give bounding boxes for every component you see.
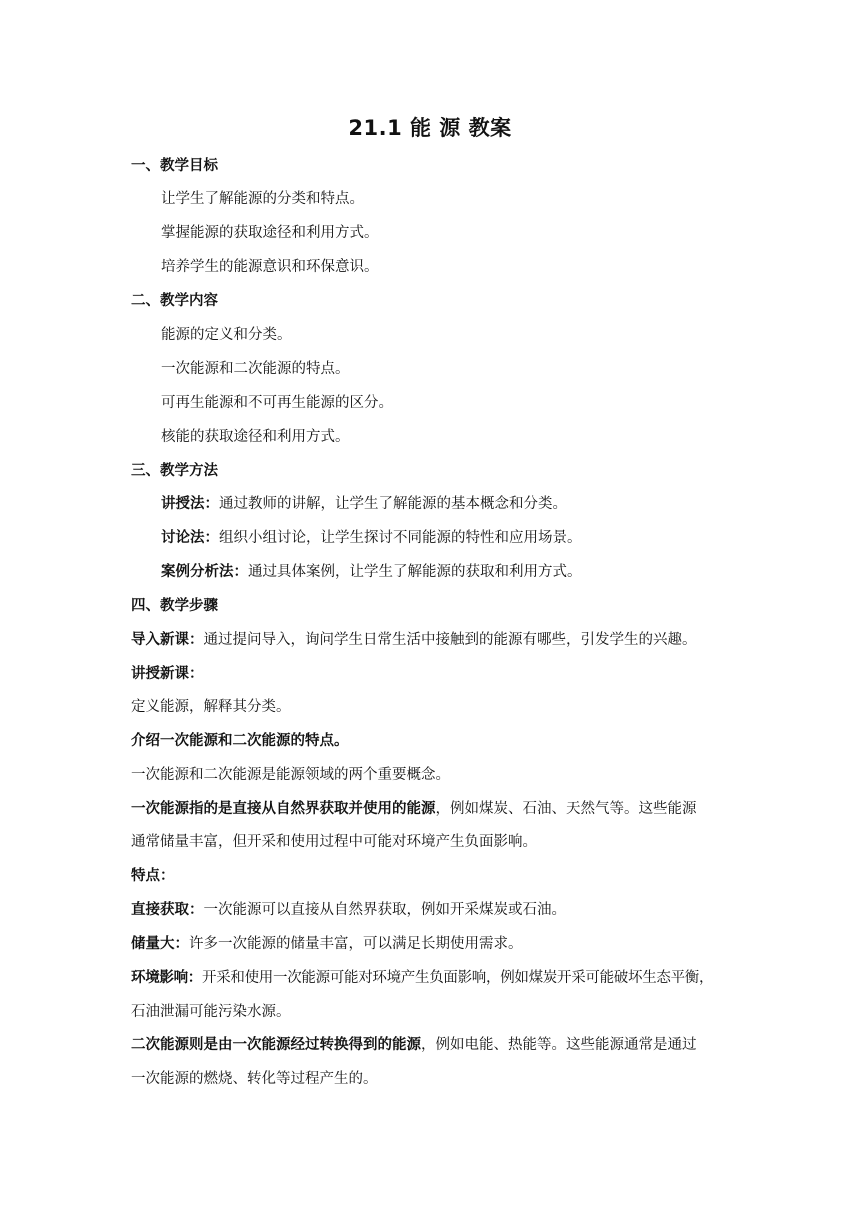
secondary-energy-definition: 二次能源则是由一次能源经过转换得到的能源 <box>131 1037 421 1053</box>
intro-text: 通过提问导入，询问学生日常生活中接触到的能源有哪些，引发学生的兴趣。 <box>203 632 697 648</box>
section-heading-steps: 四、教学步骤 <box>131 598 218 614</box>
method-text: 通过教师的讲解，让学生了解能源的基本概念和分类。 <box>219 496 567 512</box>
feature-item <box>131 934 523 954</box>
feature-text-cont: 石油泄漏可能污染水源。 <box>131 1004 291 1020</box>
types-heading: 介绍一次能源和二次能源的特点。 <box>131 733 349 749</box>
secondary-energy-examples: ，例如电能、热能等。这些能源通常是通过 <box>421 1037 697 1053</box>
feature-label: 直接获取： <box>131 902 204 918</box>
content-item: 能源的定义和分类。 <box>161 327 292 343</box>
primary-energy-examples: ，例如煤炭、石油、天然气等。这些能源 <box>435 801 697 817</box>
method-item <box>161 494 567 514</box>
feature-label: 储量大： <box>131 936 189 952</box>
concepts-text: 一次能源和二次能源是能源领域的两个重要概念。 <box>131 767 450 783</box>
define-text: 定义能源，解释其分类。 <box>131 699 291 715</box>
secondary-energy-para <box>131 1035 697 1055</box>
method-item <box>161 528 582 548</box>
objective-item: 掌握能源的获取途径和利用方式。 <box>161 225 379 241</box>
section-heading-content: 二、教学内容 <box>131 293 218 309</box>
objective-item: 培养学生的能源意识和环保意识。 <box>161 259 379 275</box>
method-text: 组织小组讨论，让学生探讨不同能源的特性和应用场景。 <box>219 530 582 546</box>
feature-text: 一次能源可以直接从自然界获取，例如开采煤炭或石油。 <box>203 902 566 918</box>
content-item: 一次能源和二次能源的特点。 <box>161 361 350 377</box>
method-text: 通过具体案例，让学生了解能源的获取和利用方式。 <box>248 564 582 580</box>
content-item: 核能的获取途径和利用方式。 <box>161 429 350 445</box>
primary-energy-para-cont: 通常储量丰富，但开采和使用过程中可能对环境产生负面影响。 <box>131 834 537 850</box>
feature-text: 开采和使用一次能源可能对环境产生负面影响，例如煤炭开采可能破坏生态平衡， <box>202 970 714 986</box>
method-label: 讨论法： <box>161 530 219 546</box>
primary-energy-para <box>131 799 697 819</box>
page-title: 21.1 能 源 教案 <box>348 116 512 140</box>
method-label: 案例分析法： <box>161 564 248 580</box>
feature-item <box>131 968 713 988</box>
features-label: 特点： <box>131 868 175 884</box>
feature-item <box>131 900 566 920</box>
method-item <box>161 562 582 582</box>
intro-step <box>131 630 697 650</box>
lecture-label: 讲授新课： <box>131 666 204 682</box>
method-label: 讲授法： <box>161 496 219 512</box>
section-heading-methods: 三、教学方法 <box>131 463 218 479</box>
secondary-energy-para-cont: 一次能源的燃烧、转化等过程产生的。 <box>131 1071 378 1087</box>
feature-text: 许多一次能源的储量丰富，可以满足长期使用需求。 <box>189 936 523 952</box>
intro-label: 导入新课： <box>131 632 204 648</box>
objective-item: 让学生了解能源的分类和特点。 <box>161 191 364 207</box>
content-item: 可再生能源和不可再生能源的区分。 <box>161 395 393 411</box>
primary-energy-definition: 一次能源指的是直接从自然界获取并使用的能源 <box>131 801 436 817</box>
section-heading-objectives: 一、教学目标 <box>131 158 218 174</box>
feature-label: 环境影响： <box>131 970 202 986</box>
